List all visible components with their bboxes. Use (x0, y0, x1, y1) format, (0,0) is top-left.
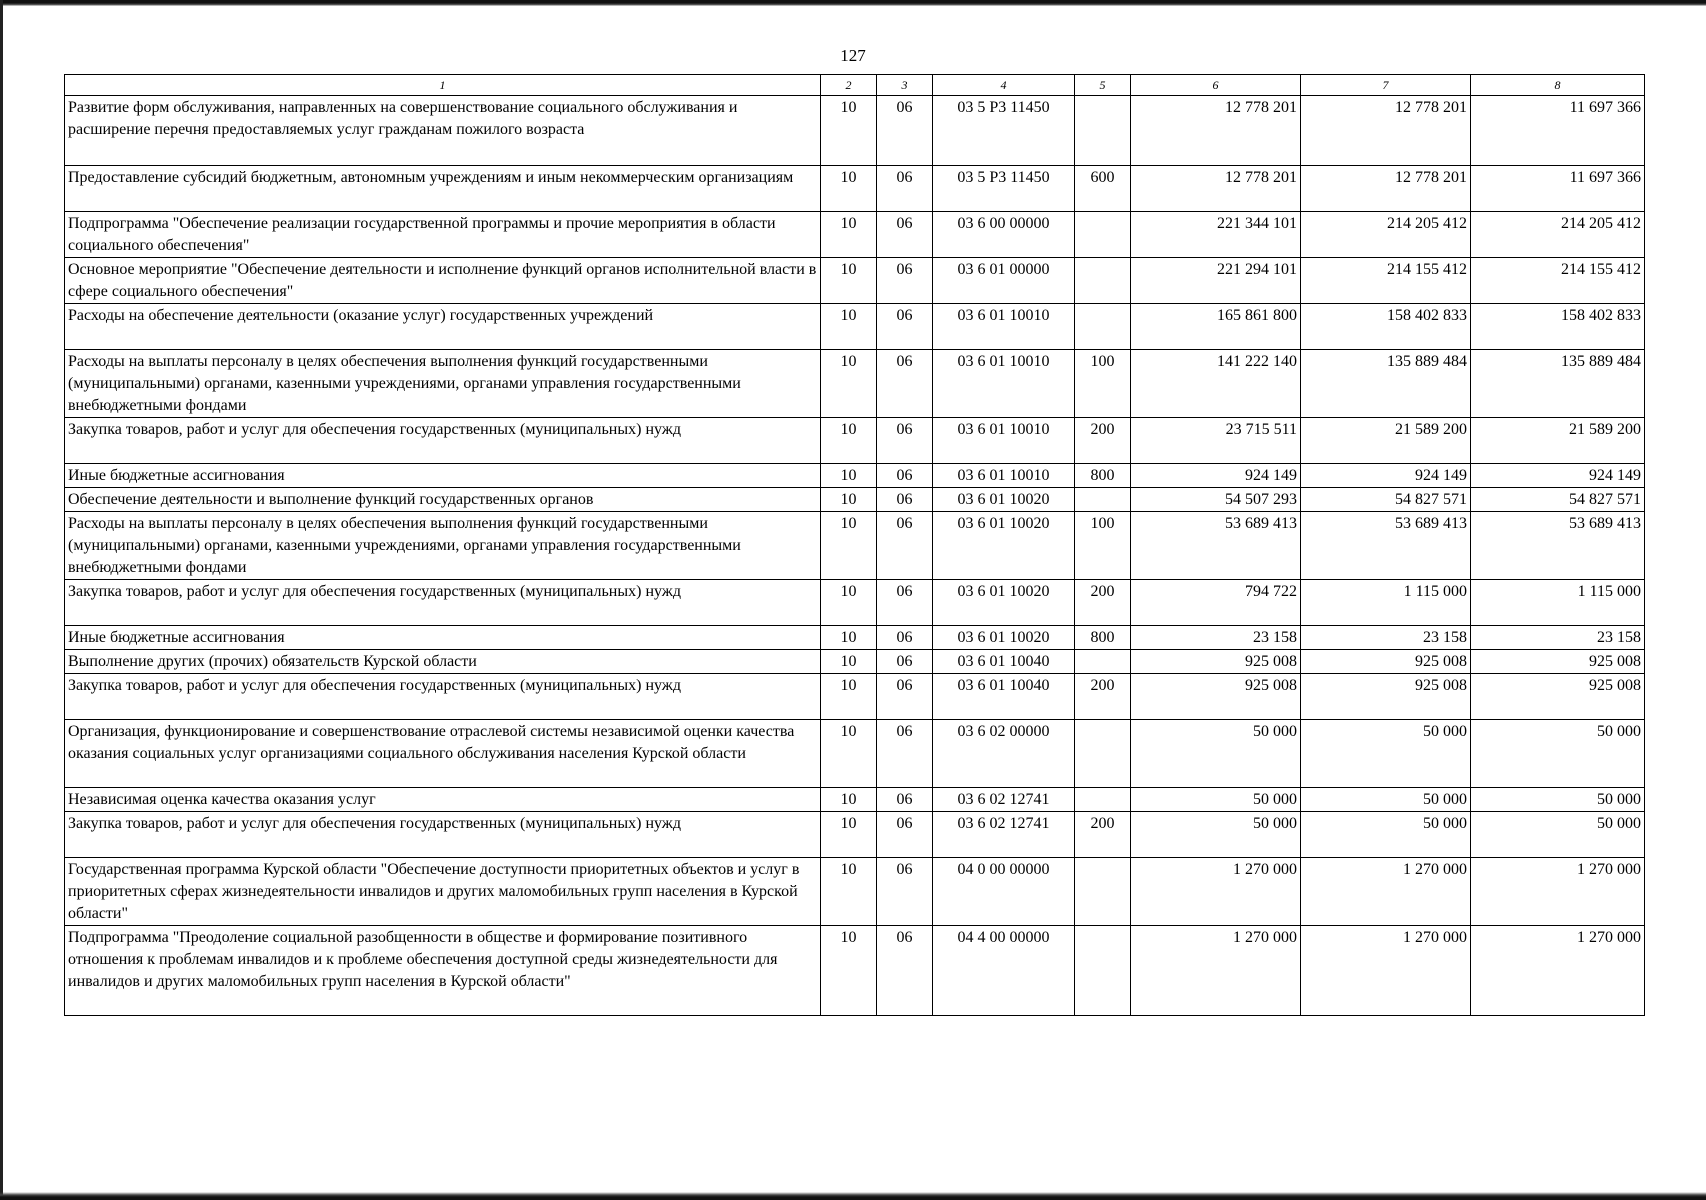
cell-name: Обеспечение деятельности и выполнение функций государственных органов (65, 488, 821, 512)
col-header-7: 7 (1301, 75, 1471, 96)
cell-expense-type (1075, 788, 1131, 812)
column-number-row (65, 75, 1645, 96)
cell-name: Независимая оценка качества оказания услуг (65, 788, 821, 812)
cell-amount-6: 925 008 (1131, 650, 1301, 674)
cell-target-article: 03 6 02 00000 (933, 720, 1075, 788)
scan-edge-left (0, 0, 3, 1200)
cell-subsection: 06 (877, 212, 933, 258)
table-row (65, 488, 1645, 512)
cell-amount-8: 925 008 (1471, 650, 1645, 674)
table-row (65, 418, 1645, 464)
table-row (65, 512, 1645, 580)
cell-amount-7: 23 158 (1301, 626, 1471, 650)
cell-expense-type (1075, 212, 1131, 258)
cell-subsection: 06 (877, 674, 933, 720)
cell-amount-8: 1 270 000 (1471, 926, 1645, 1016)
cell-amount-6: 794 722 (1131, 580, 1301, 626)
cell-name: Подпрограмма "Обеспечение реализации государственной программы и прочие мероприятия в области социального обеспечения" (65, 212, 821, 258)
cell-section: 10 (821, 166, 877, 212)
cell-amount-8: 11 697 366 (1471, 166, 1645, 212)
col-header-4: 4 (933, 75, 1075, 96)
cell-target-article: 03 6 02 12741 (933, 812, 1075, 858)
cell-section: 10 (821, 720, 877, 788)
cell-amount-7: 1 270 000 (1301, 926, 1471, 1016)
cell-target-article: 03 6 01 10040 (933, 674, 1075, 720)
cell-target-article: 03 5 P3 11450 (933, 96, 1075, 166)
cell-name: Государственная программа Курской области "Обеспечение доступности приоритетных объектов и услуг в приоритетных сферах жизнедеятельности инвалидов и других маломобильных групп населения в Курской области" (65, 858, 821, 926)
cell-subsection: 06 (877, 258, 933, 304)
table-row (65, 464, 1645, 488)
cell-name: Развитие форм обслуживания, направленных на совершенствование социального обслуживания и расширение перечня предоставляемых услуг гражданам пожилого возраста (65, 96, 821, 166)
cell-expense-type: 200 (1075, 812, 1131, 858)
cell-section: 10 (821, 488, 877, 512)
cell-section: 10 (821, 212, 877, 258)
cell-section: 10 (821, 650, 877, 674)
cell-amount-7: 21 589 200 (1301, 418, 1471, 464)
cell-name: Закупка товаров, работ и услуг для обеспечения государственных (муниципальных) нужд (65, 812, 821, 858)
cell-name: Расходы на выплаты персоналу в целях обеспечения выполнения функций государственными (муниципальными) органами, казенными учреждениями, органами управления государственными внебюджетными фондами (65, 350, 821, 418)
cell-amount-8: 54 827 571 (1471, 488, 1645, 512)
cell-amount-8: 21 589 200 (1471, 418, 1645, 464)
cell-name: Закупка товаров, работ и услуг для обеспечения государственных (муниципальных) нужд (65, 418, 821, 464)
col-header-5: 5 (1075, 75, 1131, 96)
cell-expense-type: 600 (1075, 166, 1131, 212)
cell-amount-8: 53 689 413 (1471, 512, 1645, 580)
cell-target-article: 03 6 01 10020 (933, 488, 1075, 512)
cell-amount-6: 23 715 511 (1131, 418, 1301, 464)
cell-expense-type: 800 (1075, 626, 1131, 650)
cell-expense-type (1075, 926, 1131, 1016)
table-row (65, 788, 1645, 812)
cell-subsection: 06 (877, 304, 933, 350)
table-body (65, 96, 1645, 1016)
cell-amount-8: 50 000 (1471, 812, 1645, 858)
cell-subsection: 06 (877, 858, 933, 926)
cell-section: 10 (821, 858, 877, 926)
cell-target-article: 03 6 01 10020 (933, 626, 1075, 650)
cell-amount-6: 50 000 (1131, 812, 1301, 858)
cell-target-article: 04 0 00 00000 (933, 858, 1075, 926)
cell-subsection: 06 (877, 166, 933, 212)
cell-expense-type (1075, 258, 1131, 304)
table-row (65, 812, 1645, 858)
budget-table (64, 74, 1645, 1016)
cell-amount-8: 50 000 (1471, 720, 1645, 788)
cell-section: 10 (821, 926, 877, 1016)
cell-amount-7: 925 008 (1301, 650, 1471, 674)
cell-expense-type: 200 (1075, 580, 1131, 626)
cell-section: 10 (821, 350, 877, 418)
cell-section: 10 (821, 464, 877, 488)
cell-amount-8: 11 697 366 (1471, 96, 1645, 166)
cell-amount-7: 924 149 (1301, 464, 1471, 488)
cell-expense-type (1075, 96, 1131, 166)
cell-subsection: 06 (877, 626, 933, 650)
cell-target-article: 03 6 01 00000 (933, 258, 1075, 304)
cell-target-article: 03 6 01 10020 (933, 512, 1075, 580)
cell-amount-6: 12 778 201 (1131, 96, 1301, 166)
cell-expense-type: 100 (1075, 512, 1131, 580)
cell-expense-type (1075, 488, 1131, 512)
cell-amount-7: 214 205 412 (1301, 212, 1471, 258)
cell-amount-6: 221 294 101 (1131, 258, 1301, 304)
cell-amount-8: 135 889 484 (1471, 350, 1645, 418)
cell-amount-6: 1 270 000 (1131, 858, 1301, 926)
table-row (65, 720, 1645, 788)
cell-amount-8: 158 402 833 (1471, 304, 1645, 350)
cell-subsection: 06 (877, 512, 933, 580)
cell-target-article: 04 4 00 00000 (933, 926, 1075, 1016)
cell-amount-8: 1 270 000 (1471, 858, 1645, 926)
cell-section: 10 (821, 580, 877, 626)
cell-target-article: 03 6 01 10040 (933, 650, 1075, 674)
table-row (65, 166, 1645, 212)
cell-section: 10 (821, 258, 877, 304)
scan-edge-top (0, 0, 1706, 6)
cell-amount-7: 214 155 412 (1301, 258, 1471, 304)
cell-amount-7: 50 000 (1301, 788, 1471, 812)
cell-name: Закупка товаров, работ и услуг для обеспечения государственных (муниципальных) нужд (65, 674, 821, 720)
cell-amount-7: 12 778 201 (1301, 166, 1471, 212)
cell-subsection: 06 (877, 788, 933, 812)
cell-name: Подпрограмма "Преодоление социальной разобщенности в обществе и формирование позитивного отношения к проблемам инвалидов и к проблеме обеспечения доступной среды жизнедеятельности для инвалидов и других маломобильных групп населения в Курской области" (65, 926, 821, 1016)
cell-name: Предоставление субсидий бюджетным, автономным учреждениям и иным некоммерческим организациям (65, 166, 821, 212)
table-row (65, 626, 1645, 650)
cell-section: 10 (821, 674, 877, 720)
cell-amount-7: 50 000 (1301, 812, 1471, 858)
cell-amount-7: 158 402 833 (1301, 304, 1471, 350)
table-row (65, 926, 1645, 1016)
cell-expense-type (1075, 720, 1131, 788)
cell-expense-type (1075, 304, 1131, 350)
cell-target-article: 03 6 01 10010 (933, 418, 1075, 464)
cell-section: 10 (821, 788, 877, 812)
cell-amount-6: 1 270 000 (1131, 926, 1301, 1016)
cell-amount-7: 135 889 484 (1301, 350, 1471, 418)
cell-amount-8: 214 155 412 (1471, 258, 1645, 304)
page-number: 127 (840, 46, 866, 65)
cell-subsection: 06 (877, 96, 933, 166)
table-row (65, 674, 1645, 720)
cell-amount-7: 1 270 000 (1301, 858, 1471, 926)
cell-amount-8: 214 205 412 (1471, 212, 1645, 258)
cell-target-article: 03 5 P3 11450 (933, 166, 1075, 212)
cell-subsection: 06 (877, 812, 933, 858)
cell-amount-6: 924 149 (1131, 464, 1301, 488)
col-header-2: 2 (821, 75, 877, 96)
cell-amount-7: 12 778 201 (1301, 96, 1471, 166)
cell-amount-7: 925 008 (1301, 674, 1471, 720)
cell-target-article: 03 6 01 10010 (933, 464, 1075, 488)
cell-target-article: 03 6 01 10010 (933, 350, 1075, 418)
cell-subsection: 06 (877, 580, 933, 626)
cell-amount-8: 23 158 (1471, 626, 1645, 650)
cell-name: Закупка товаров, работ и услуг для обеспечения государственных (муниципальных) нужд (65, 580, 821, 626)
table-row (65, 858, 1645, 926)
cell-amount-7: 50 000 (1301, 720, 1471, 788)
cell-expense-type: 200 (1075, 418, 1131, 464)
cell-name: Расходы на выплаты персоналу в целях обеспечения выполнения функций государственными (муниципальными) органами, казенными учреждениями, органами управления государственными внебюджетными фондами (65, 512, 821, 580)
cell-amount-6: 221 344 101 (1131, 212, 1301, 258)
cell-amount-6: 925 008 (1131, 674, 1301, 720)
cell-expense-type: 200 (1075, 674, 1131, 720)
cell-section: 10 (821, 512, 877, 580)
cell-amount-6: 50 000 (1131, 720, 1301, 788)
cell-expense-type: 100 (1075, 350, 1131, 418)
cell-target-article: 03 6 01 10010 (933, 304, 1075, 350)
cell-subsection: 06 (877, 488, 933, 512)
cell-amount-7: 1 115 000 (1301, 580, 1471, 626)
cell-subsection: 06 (877, 350, 933, 418)
col-header-6: 6 (1131, 75, 1301, 96)
cell-name: Иные бюджетные ассигнования (65, 464, 821, 488)
cell-expense-type: 800 (1075, 464, 1131, 488)
col-header-1: 1 (65, 75, 821, 96)
cell-amount-8: 1 115 000 (1471, 580, 1645, 626)
cell-amount-6: 53 689 413 (1131, 512, 1301, 580)
table-row (65, 304, 1645, 350)
table-row (65, 580, 1645, 626)
cell-section: 10 (821, 626, 877, 650)
cell-amount-8: 924 149 (1471, 464, 1645, 488)
cell-amount-6: 23 158 (1131, 626, 1301, 650)
cell-amount-8: 50 000 (1471, 788, 1645, 812)
cell-amount-6: 165 861 800 (1131, 304, 1301, 350)
cell-name: Организация, функционирование и совершенствование отраслевой системы независимой оценки качества оказания социальных услуг организациями социального обслуживания населения Курской области (65, 720, 821, 788)
cell-amount-6: 54 507 293 (1131, 488, 1301, 512)
table-row (65, 96, 1645, 166)
cell-subsection: 06 (877, 720, 933, 788)
cell-name: Основное мероприятие "Обеспечение деятельности и исполнение функций органов исполнительной власти в сфере социального обеспечения" (65, 258, 821, 304)
table-row (65, 350, 1645, 418)
cell-section: 10 (821, 304, 877, 350)
cell-name: Расходы на обеспечение деятельности (оказание услуг) государственных учреждений (65, 304, 821, 350)
cell-target-article: 03 6 02 12741 (933, 788, 1075, 812)
scan-edge-bottom (0, 1192, 1706, 1200)
cell-amount-6: 50 000 (1131, 788, 1301, 812)
cell-name: Иные бюджетные ассигнования (65, 626, 821, 650)
cell-amount-6: 12 778 201 (1131, 166, 1301, 212)
cell-expense-type (1075, 650, 1131, 674)
table-row (65, 258, 1645, 304)
cell-subsection: 06 (877, 926, 933, 1016)
table-row (65, 650, 1645, 674)
cell-target-article: 03 6 01 10020 (933, 580, 1075, 626)
cell-amount-7: 54 827 571 (1301, 488, 1471, 512)
cell-subsection: 06 (877, 650, 933, 674)
cell-expense-type (1075, 858, 1131, 926)
cell-amount-7: 53 689 413 (1301, 512, 1471, 580)
col-header-8: 8 (1471, 75, 1645, 96)
cell-amount-8: 925 008 (1471, 674, 1645, 720)
cell-section: 10 (821, 96, 877, 166)
table-row (65, 212, 1645, 258)
table-header (65, 75, 1645, 96)
cell-amount-6: 141 222 140 (1131, 350, 1301, 418)
cell-section: 10 (821, 418, 877, 464)
cell-section: 10 (821, 812, 877, 858)
cell-target-article: 03 6 00 00000 (933, 212, 1075, 258)
cell-subsection: 06 (877, 418, 933, 464)
col-header-3: 3 (877, 75, 933, 96)
cell-name: Выполнение других (прочих) обязательств Курской области (65, 650, 821, 674)
cell-subsection: 06 (877, 464, 933, 488)
